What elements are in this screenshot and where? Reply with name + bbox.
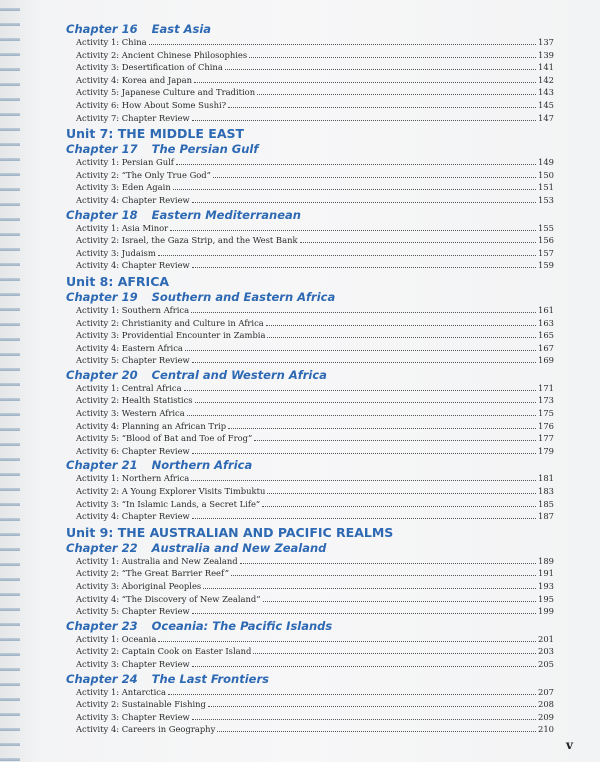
activity-page-number: 208 (538, 699, 554, 710)
dot-leader (253, 653, 536, 654)
dot-leader (170, 230, 536, 231)
dot-leader (192, 120, 536, 121)
activity-page-number: 161 (538, 304, 554, 315)
activity-page-number: 156 (538, 235, 554, 246)
activity-title: Activity 3: Aboriginal Peoples (76, 581, 202, 591)
chapter-number: Chapter 21 (66, 458, 138, 473)
activity-page-number: 157 (538, 247, 554, 258)
activity-page-number: 177 (538, 433, 554, 444)
activity-page-number: 159 (538, 260, 554, 271)
toc-entry (66, 86, 554, 99)
activity-page-number: 149 (538, 157, 554, 168)
activity-title: Activity 2: Ancient Chinese Philosophies (76, 49, 248, 60)
dot-leader (192, 613, 536, 614)
activity-page-number: 189 (538, 555, 554, 566)
activity-page-number: 147 (538, 112, 554, 123)
dot-leader (208, 706, 536, 707)
activity-page-number: 175 (538, 408, 554, 419)
toc-entry (66, 382, 554, 395)
activity-page-number: 145 (538, 99, 554, 110)
activity-page-number: 153 (538, 194, 554, 205)
toc-entry (66, 445, 554, 458)
toc-entry (66, 432, 554, 445)
activity-title: Activity 7: Chapter Review (76, 112, 190, 123)
chapter-number: Chapter 18 (66, 207, 138, 222)
dot-leader (192, 719, 536, 720)
activity-page-number: 143 (538, 87, 554, 98)
chapter-number: Chapter 23 (66, 618, 138, 633)
dot-leader (184, 390, 536, 391)
toc-entry (66, 605, 554, 618)
chapter-number: Chapter 22 (66, 540, 138, 555)
activity-title: Activity 3: Judaism (76, 247, 156, 258)
activity-page-number: 199 (538, 606, 554, 617)
dot-leader (228, 428, 536, 429)
dot-leader (192, 202, 536, 203)
dot-leader (231, 575, 536, 576)
activity-page-number: 151 (538, 182, 554, 193)
activity-title: Activity 3: Providential Encounter in Zambia (76, 330, 266, 341)
activity-page-number: 207 (538, 686, 554, 697)
activity-title: Activity 1: Australia and New Zealand (76, 555, 238, 566)
dot-leader (300, 242, 536, 243)
toc-entry (66, 567, 554, 580)
toc-entry (66, 259, 554, 272)
chapter-heading (66, 458, 554, 472)
toc-entry (66, 658, 554, 671)
activity-title: Activity 4: Korea and Japan (76, 74, 192, 85)
unit-heading: Unit 8: AFRICA (66, 273, 170, 289)
activity-title: Activity 5: Japanese Culture and Tradition (76, 87, 256, 98)
dot-leader (191, 312, 536, 313)
activity-title: Activity 1: Central Africa (76, 382, 182, 393)
chapter-heading (66, 541, 554, 555)
activity-page-number: 183 (538, 486, 554, 497)
dot-leader (267, 493, 536, 494)
toc-entry (66, 112, 554, 125)
chapter-heading (66, 22, 554, 36)
dot-leader (249, 57, 536, 58)
activity-title: Activity 2: Christianity and Culture in Africa (76, 317, 264, 328)
activity-page-number: 150 (538, 169, 554, 180)
activity-title: Activity 4: Planning an African Trip (76, 420, 227, 431)
activity-page-number: 191 (538, 568, 554, 579)
activity-title: Activity 2: “The Great Barrier Reef” (76, 568, 229, 579)
toc-entry (66, 580, 554, 593)
activity-title: Activity 1: Southern Africa (76, 304, 190, 315)
dot-leader (257, 94, 536, 95)
activity-title: Activity 2: Sustainable Fishing (76, 699, 206, 710)
chapter-heading (66, 208, 554, 222)
toc-entry (66, 407, 554, 420)
dot-leader (192, 666, 536, 667)
toc-entry (66, 329, 554, 342)
activity-page-number: 201 (538, 633, 554, 644)
activity-page-number: 193 (538, 581, 554, 591)
chapter-number: Chapter 17 (66, 142, 138, 157)
activity-title: Activity 1: Oceania (76, 633, 157, 644)
table-of-contents (66, 22, 554, 736)
dot-leader (262, 506, 536, 507)
page-number: v (566, 738, 573, 752)
activity-title: Activity 2: Health Statistics (76, 395, 193, 406)
activity-title: Activity 4: Chapter Review (76, 194, 190, 205)
dot-leader (173, 189, 536, 190)
activity-page-number: 141 (538, 62, 554, 73)
toc-entry (66, 222, 554, 235)
dot-leader (185, 350, 536, 351)
activity-page-number: 210 (538, 724, 554, 735)
dot-leader (158, 255, 536, 256)
dot-leader (240, 563, 536, 564)
toc-entry (66, 633, 554, 646)
toc-entry (66, 498, 554, 511)
dot-leader (263, 601, 536, 602)
activity-title: Activity 5: “Blood of Bat and Toe of Frog” (76, 433, 253, 444)
activity-page-number: 155 (538, 222, 554, 233)
chapter-heading (66, 368, 554, 382)
dot-leader (187, 415, 536, 416)
toc-entry (66, 247, 554, 260)
dot-leader (213, 177, 536, 178)
toc-entry (66, 686, 554, 699)
dot-leader (203, 588, 536, 589)
activity-page-number: 179 (538, 445, 554, 456)
chapter-number: Chapter 19 (66, 289, 138, 304)
toc-entry (66, 510, 554, 523)
toc-entry (66, 234, 554, 247)
toc-entry (66, 49, 554, 62)
activity-page-number: 165 (538, 330, 554, 341)
toc-entry (66, 698, 554, 711)
toc-entry (66, 645, 554, 658)
activity-title: Activity 3: “In Islamic Lands, a Secret Life” (76, 498, 261, 509)
activity-page-number: 176 (538, 420, 554, 431)
toc-entry (66, 593, 554, 606)
toc-entry (66, 169, 554, 182)
toc-entry (66, 74, 554, 87)
toc-entry (66, 472, 554, 485)
chapter-title: Southern and Eastern Africa (151, 289, 336, 304)
toc-entry (66, 317, 554, 330)
activity-page-number: 139 (538, 49, 554, 60)
activity-title: Activity 3: Chapter Review (76, 658, 190, 669)
dot-leader (192, 518, 536, 519)
toc-entry (66, 61, 554, 74)
dot-leader (225, 69, 536, 70)
activity-title: Activity 1: Asia Minor (76, 222, 169, 233)
unit-heading: Unit 9: THE AUSTRALIAN AND PACIFIC REALMS (66, 524, 394, 540)
toc-entry (66, 485, 554, 498)
dot-leader (228, 107, 536, 108)
chapter-title: The Last Frontiers (151, 671, 269, 686)
activity-title: Activity 3: Desertification of China (76, 62, 223, 73)
activity-title: Activity 4: Eastern Africa (76, 342, 183, 353)
toc-entry (66, 354, 554, 367)
activity-title: Activity 3: Western Africa (76, 408, 185, 419)
dot-leader (192, 362, 536, 363)
chapter-number: Chapter 16 (66, 22, 138, 36)
dot-leader (158, 641, 536, 642)
activity-title: Activity 2: A Young Explorer Visits Timbuktu (76, 486, 266, 497)
dot-leader (149, 44, 536, 45)
toc-entry (66, 420, 554, 433)
activity-title: Activity 1: Northern Africa (76, 473, 190, 484)
chapter-heading (66, 672, 554, 686)
dot-leader (254, 440, 536, 441)
dot-leader (192, 453, 536, 454)
activity-page-number: 203 (538, 646, 554, 657)
toc-entry (66, 342, 554, 355)
activity-page-number: 187 (538, 511, 554, 522)
activity-title: Activity 1: Persian Gulf (76, 157, 174, 168)
activity-title: Activity 4: Chapter Review (76, 511, 190, 522)
toc-entry (66, 555, 554, 568)
chapter-title: Central and Western Africa (151, 367, 327, 382)
toc-entry (66, 99, 554, 112)
toc-entry (66, 711, 554, 724)
chapter-title: Oceania: The Pacific Islands (151, 618, 333, 633)
activity-page-number: 205 (538, 658, 554, 669)
activity-page-number: 195 (538, 593, 554, 604)
toc-entry (66, 181, 554, 194)
dot-leader (194, 82, 536, 83)
dot-leader (267, 337, 536, 338)
toc-entry (66, 36, 554, 49)
chapter-title: East Asia (151, 22, 212, 36)
activity-title: Activity 1: Antarctica (76, 686, 166, 697)
activity-page-number: 142 (538, 74, 554, 85)
activity-title: Activity 3: Eden Again (76, 182, 171, 193)
unit-heading: Unit 7: THE MIDDLE EAST (66, 126, 245, 142)
activity-title: Activity 4: Careers in Geography (76, 724, 216, 735)
activity-title: Activity 5: Chapter Review (76, 355, 190, 366)
chapter-title: Australia and New Zealand (151, 540, 327, 555)
activity-page-number: 167 (538, 342, 554, 353)
toc-entry (66, 194, 554, 207)
chapter-title: Northern Africa (151, 458, 253, 473)
activity-title: Activity 2: Captain Cook on Easter Island (76, 646, 252, 657)
toc-entry (66, 304, 554, 317)
dot-leader (195, 402, 536, 403)
dot-leader (191, 480, 536, 481)
spiral-binding (0, 0, 20, 762)
activity-page-number: 181 (538, 473, 554, 484)
dot-leader (168, 694, 536, 695)
chapter-heading (66, 142, 554, 156)
activity-page-number: 209 (538, 711, 554, 722)
activity-title: Activity 4: “The Discovery of New Zealand” (76, 593, 261, 604)
activity-title: Activity 5: Chapter Review (76, 606, 190, 617)
chapter-title: Eastern Mediterranean (151, 207, 301, 222)
activity-title: Activity 6: Chapter Review (76, 445, 190, 456)
chapter-heading (66, 290, 554, 304)
activity-page-number: 171 (538, 382, 554, 393)
chapter-number: Chapter 20 (66, 367, 138, 382)
activity-page-number: 173 (538, 395, 554, 406)
dot-leader (266, 325, 536, 326)
toc-entry (66, 394, 554, 407)
activity-title: Activity 2: Israel, the Gaza Strip, and the West Bank (76, 235, 298, 246)
toc-entry (66, 156, 554, 169)
dot-leader (192, 267, 536, 268)
activity-page-number: 137 (538, 37, 554, 47)
activity-title: Activity 1: China (76, 37, 147, 47)
chapter-title: The Persian Gulf (151, 142, 259, 157)
activity-title: Activity 6: How About Some Sushi? (76, 99, 227, 110)
chapter-number: Chapter 24 (66, 671, 138, 686)
activity-page-number: 185 (538, 498, 554, 509)
chapter-heading (66, 619, 554, 633)
activity-title: Activity 2: “The Only True God” (76, 169, 211, 180)
toc-entry (66, 723, 554, 736)
activity-title: Activity 3: Chapter Review (76, 711, 190, 722)
activity-page-number: 169 (538, 355, 554, 366)
dot-leader (217, 731, 536, 732)
activity-page-number: 163 (538, 317, 554, 328)
activity-title: Activity 4: Chapter Review (76, 260, 190, 271)
dot-leader (176, 164, 536, 165)
